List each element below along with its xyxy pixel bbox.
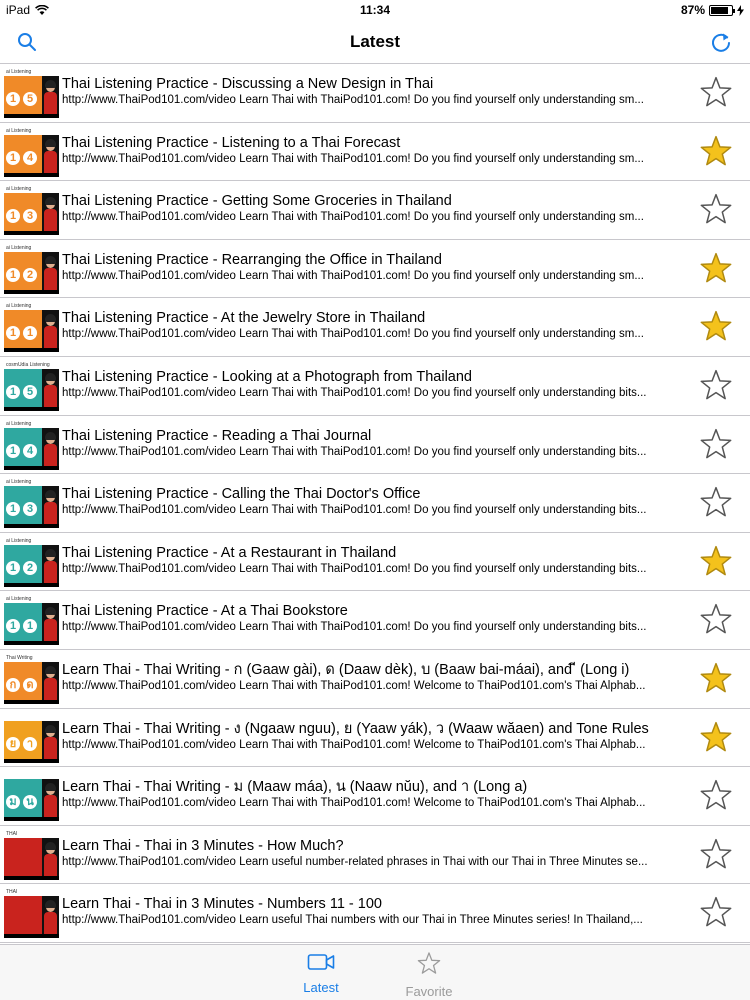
video-description: http://www.ThaiPod101.com/video Learn Thai with ThaiPod101.com! Do you find yourself only understanding bits... — [62, 621, 647, 634]
list-item[interactable] — [0, 123, 750, 182]
star-icon — [698, 251, 734, 287]
tab-favorite[interactable] — [389, 951, 469, 999]
video-description: http://www.ThaiPod101.com/video Learn useful Thai numbers with our Thai in Three Minutes series! In Thailand,... — [62, 914, 643, 927]
video-title: Learn Thai - Thai Writing - ก (Gaaw gài), ด (Daaw dèk), บ (Baaw bai-máai), and ี (Long i) — [62, 661, 630, 678]
list-item[interactable] — [0, 767, 750, 826]
list-item[interactable] — [0, 884, 750, 943]
list-item[interactable] — [0, 709, 750, 768]
thumbnail-person — [42, 371, 59, 407]
video-thumbnail — [4, 302, 59, 352]
video-thumbnail — [4, 888, 59, 938]
favorite-toggle[interactable] — [698, 895, 734, 931]
thumbnail-digit: 1 — [6, 326, 20, 340]
thumbnail-panel — [4, 896, 42, 934]
thumbnail-panel — [4, 838, 42, 876]
list-item[interactable] — [0, 298, 750, 357]
thumbnail-digits — [6, 619, 37, 633]
favorite-toggle[interactable] — [698, 134, 734, 170]
thumbnail-label — [4, 713, 59, 721]
refresh-button[interactable] — [706, 28, 736, 56]
video-thumbnail — [4, 830, 59, 880]
video-thumbnail — [4, 420, 59, 470]
thumbnail-label: cosmUdia Listening — [4, 361, 59, 369]
thumbnail-digits — [6, 326, 37, 340]
thumbnail-digit: 4 — [23, 444, 37, 458]
thumbnail-label: ai Listening — [4, 537, 59, 545]
video-thumbnail — [4, 771, 59, 821]
status-bar — [0, 0, 750, 20]
list-item-text — [62, 602, 694, 635]
video-thumbnail — [4, 244, 59, 294]
video-description: http://www.ThaiPod101.com/video Learn Thai with ThaiPod101.com! Do you find yourself only understanding sm... — [62, 211, 644, 224]
list-item[interactable] — [0, 64, 750, 123]
video-thumbnail — [4, 185, 59, 235]
thumbnail-person — [42, 547, 59, 583]
video-description: http://www.ThaiPod101.com/video Learn Thai with ThaiPod101.com! Do you find yourself only understanding bits... — [62, 386, 647, 399]
video-title: Learn Thai - Thai in 3 Minutes - Numbers 11 - 100 — [62, 896, 382, 913]
thumbnail-digits — [6, 268, 37, 282]
favorite-toggle[interactable] — [698, 309, 734, 345]
thumbnail-digit: 1 — [6, 268, 20, 282]
thumbnail-label: ai Listening — [4, 420, 59, 428]
video-title: Thai Listening Practice - Reading a Thai Journal — [62, 427, 372, 444]
thumbnail-person — [42, 840, 59, 876]
thumbnail-digit: 1 — [6, 502, 20, 516]
video-thumbnail — [4, 478, 59, 528]
thumbnail-label: THAI — [4, 830, 59, 838]
list-item-text — [62, 427, 694, 460]
star-icon — [698, 895, 734, 931]
video-camera-icon — [307, 951, 335, 973]
star-icon — [698, 192, 734, 228]
thumbnail-label — [4, 771, 59, 779]
favorite-toggle[interactable] — [698, 192, 734, 228]
list-item[interactable] — [0, 826, 750, 885]
favorite-toggle[interactable] — [698, 661, 734, 697]
battery-icon — [709, 5, 733, 16]
thumbnail-digit: 1 — [6, 385, 20, 399]
list-item-text — [62, 895, 694, 928]
thumbnail-digit: ก — [6, 678, 20, 692]
video-thumbnail — [4, 537, 59, 587]
thumbnail-digits — [6, 209, 37, 223]
thumbnail-digit: 3 — [23, 502, 37, 516]
video-description: http://www.ThaiPod101.com/video Learn Thai with ThaiPod101.com! Do you find yourself only understanding sm... — [62, 269, 644, 282]
video-thumbnail — [4, 595, 59, 645]
page-title: Latest — [349, 32, 401, 51]
video-title: Thai Listening Practice - Calling the Thai Doctor's Office — [62, 486, 421, 503]
star-icon — [698, 485, 734, 521]
thumbnail-digits — [6, 561, 37, 575]
thumbnail-person — [42, 430, 59, 466]
navigation-bar — [0, 20, 750, 64]
favorite-toggle[interactable] — [698, 544, 734, 580]
list-item[interactable] — [0, 181, 750, 240]
thumbnail-digits — [6, 444, 37, 458]
star-icon — [698, 778, 734, 814]
video-description: http://www.ThaiPod101.com/video Learn Thai with ThaiPod101.com! Welcome to ThaiPod101.com's Thai Alphab... — [62, 797, 646, 810]
tab-latest-label: Latest — [303, 980, 339, 995]
video-title: Thai Listening Practice - Getting Some Groceries in Thailand — [62, 193, 452, 210]
thumbnail-label: THAI — [4, 888, 59, 896]
video-thumbnail — [4, 654, 59, 704]
thumbnail-label: ai Listening — [4, 595, 59, 603]
thumbnail-label: ai Listening — [4, 302, 59, 310]
thumbnail-digit: 1 — [6, 92, 20, 106]
thumbnail-digits — [6, 502, 37, 516]
tab-favorite-label: Favorite — [405, 984, 453, 999]
favorite-toggle[interactable] — [698, 251, 734, 287]
video-description: http://www.ThaiPod101.com/video Learn Thai with ThaiPod101.com! Do you find yourself only understanding sm... — [62, 94, 644, 106]
thumbnail-digits — [6, 92, 37, 106]
favorite-toggle[interactable] — [698, 368, 734, 404]
favorite-toggle[interactable] — [698, 837, 734, 873]
video-description: http://www.ThaiPod101.com/video Learn Thai with ThaiPod101.com! Do you find yourself only understanding sm... — [62, 328, 644, 341]
video-title: Thai Listening Practice - At a Restaurant in Thailand — [62, 544, 397, 561]
video-title: Thai Listening Practice - Discussing a New Design in Thai — [62, 76, 434, 92]
thumbnail-digit: 1 — [6, 444, 20, 458]
thumbnail-digits — [6, 151, 37, 165]
video-thumbnail — [4, 713, 59, 763]
list-item-text — [62, 134, 694, 167]
video-list[interactable] — [0, 64, 750, 944]
thumbnail-digits — [6, 385, 37, 399]
thumbnail-label: ai Listening — [4, 244, 59, 252]
video-description: http://www.ThaiPod101.com/video Learn Thai with ThaiPod101.com! Welcome to ThaiPod101.com's Thai Alphab... — [62, 679, 646, 692]
star-icon — [698, 368, 734, 404]
thumbnail-digit: 4 — [23, 151, 37, 165]
favorite-toggle[interactable] — [698, 485, 734, 521]
favorite-toggle[interactable] — [698, 720, 734, 756]
thumbnail-label: ai Listening — [4, 185, 59, 193]
list-item[interactable] — [0, 650, 750, 709]
favorite-toggle[interactable] — [698, 427, 734, 463]
star-icon — [698, 661, 734, 697]
thumbnail-person — [42, 195, 59, 231]
video-thumbnail — [4, 68, 59, 118]
thumbnail-digit: 2 — [23, 561, 37, 575]
thumbnail-digit: น — [23, 795, 37, 809]
star-icon — [698, 544, 734, 580]
thumbnail-digit: 5 — [23, 92, 37, 106]
thumbnail-digit: 3 — [23, 209, 37, 223]
thumbnail-digits — [6, 795, 37, 809]
video-title: Thai Listening Practice - At the Jewelry Store in Thailand — [62, 310, 426, 327]
list-item-text — [62, 720, 694, 753]
thumbnail-digit: 1 — [6, 561, 20, 575]
video-thumbnail — [4, 127, 59, 177]
video-description: http://www.ThaiPod101.com/video Learn Thai with ThaiPod101.com! Welcome to ThaiPod101.com's Thai Alphab... — [62, 738, 646, 751]
favorite-toggle[interactable] — [698, 602, 734, 638]
video-description: http://www.ThaiPod101.com/video Learn Thai with ThaiPod101.com! Do you find yourself only understanding sm... — [62, 152, 644, 165]
video-title: Learn Thai - Thai Writing - ม (Maaw máa), น (Naaw nŭu), and า (Long a) — [62, 779, 528, 796]
thumbnail-person — [42, 137, 59, 173]
video-title: Thai Listening Practice - Looking at a Photograph from Thailand — [62, 368, 473, 385]
thumbnail-digit: ม — [6, 795, 20, 809]
list-item-text — [62, 485, 694, 518]
video-description: http://www.ThaiPod101.com/video Learn Thai with ThaiPod101.com! Do you find yourself only understanding bits... — [62, 504, 647, 517]
list-item[interactable] — [0, 591, 750, 650]
thumbnail-person — [42, 488, 59, 524]
thumbnail-digit: ย — [6, 737, 20, 751]
list-item-text — [62, 368, 694, 401]
favorite-toggle[interactable] — [698, 778, 734, 814]
list-item-text — [62, 192, 694, 225]
thumbnail-digit: 1 — [23, 326, 37, 340]
video-description: http://www.ThaiPod101.com/video Learn Thai with ThaiPod101.com! Do you find yourself only understanding bits... — [62, 445, 647, 458]
charging-icon — [737, 5, 744, 16]
list-item[interactable] — [0, 533, 750, 592]
status-right — [681, 3, 744, 17]
star-icon — [698, 134, 734, 170]
star-icon — [698, 309, 734, 345]
device-name: iPad — [6, 3, 31, 17]
list-item-text — [62, 778, 694, 811]
thumbnail-digit: ด — [23, 678, 37, 692]
star-icon — [416, 951, 442, 977]
thumbnail-digit: 1 — [6, 209, 20, 223]
thumbnail-person — [42, 312, 59, 348]
list-item-text — [62, 251, 694, 284]
clock: 11:34 — [359, 3, 391, 17]
battery-percent: 87% — [680, 3, 705, 17]
video-thumbnail — [4, 361, 59, 411]
list-item[interactable] — [0, 474, 750, 533]
list-item-text — [62, 309, 694, 342]
tab-latest[interactable] — [281, 951, 361, 999]
list-item-text — [62, 75, 694, 108]
thumbnail-digit: 1 — [23, 619, 37, 633]
thumbnail-digit: 1 — [6, 619, 20, 633]
star-icon — [698, 720, 734, 756]
list-item-text — [62, 661, 694, 694]
list-item-text — [62, 837, 694, 870]
thumbnail-person — [42, 78, 59, 114]
thumbnail-digit: 5 — [23, 385, 37, 399]
thumbnail-label: ai Listening — [4, 478, 59, 486]
star-icon — [698, 602, 734, 638]
favorite-toggle[interactable] — [698, 75, 734, 111]
thumbnail-digit: 2 — [23, 268, 37, 282]
thumbnail-label: ai Listening — [4, 68, 59, 76]
video-description: http://www.ThaiPod101.com/video Learn Thai with ThaiPod101.com! Do you find yourself only understanding bits... — [62, 562, 647, 575]
video-title: Thai Listening Practice - At a Thai Bookstore — [62, 603, 348, 620]
video-description: http://www.ThaiPod101.com/video Learn useful number-related phrases in Thai with our Thai in Three Minutes se... — [62, 855, 648, 868]
thumbnail-label: Thai Writing — [4, 654, 59, 662]
thumbnail-label: ai Listening — [4, 127, 59, 135]
star-icon — [698, 837, 734, 873]
video-title: Learn Thai - Thai Writing - ง (Ngaaw nguu), ย (Yaaw yák), ว (Waaw wăaen) and Tone Rules — [62, 720, 649, 737]
star-icon — [698, 75, 734, 111]
list-item[interactable] — [0, 357, 750, 416]
thumbnail-person — [42, 254, 59, 290]
thumbnail-person — [42, 723, 59, 759]
thumbnail-person — [42, 781, 59, 817]
video-title: Learn Thai - Thai in 3 Minutes - How Much? — [62, 837, 344, 854]
video-title: Thai Listening Practice - Rearranging the Office in Thailand — [62, 251, 442, 268]
star-icon — [698, 427, 734, 463]
refresh-icon — [710, 31, 732, 53]
video-title: Thai Listening Practice - Listening to a Thai Forecast — [62, 134, 401, 151]
list-item-text — [62, 544, 694, 577]
thumbnail-digit: า — [23, 737, 37, 751]
thumbnail-person — [42, 605, 59, 641]
list-item[interactable] — [0, 416, 750, 475]
thumbnail-person — [42, 664, 59, 700]
thumbnail-digit: 1 — [6, 151, 20, 165]
list-item[interactable] — [0, 240, 750, 299]
thumbnail-digits — [6, 737, 37, 751]
thumbnail-digits — [6, 678, 37, 692]
thumbnail-person — [42, 898, 59, 934]
tab-bar — [0, 944, 750, 1000]
